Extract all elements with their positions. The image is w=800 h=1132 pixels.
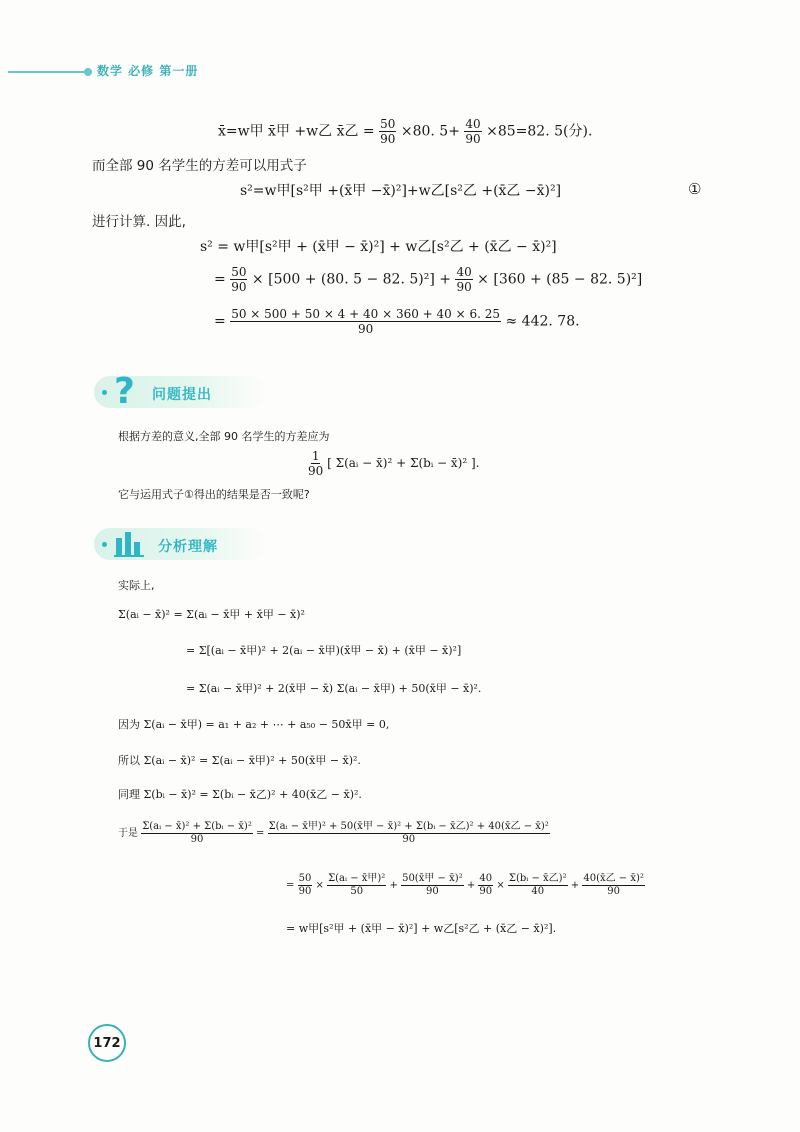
section-analysis-title: 分析理解 [158,539,218,555]
page-number: 172 [93,1035,121,1051]
question-text-1: 根据方差的意义,全部 90 名学生的方差应为 [118,430,330,443]
row2-frac-c: $\frac{\text{50(x̄甲 − x̄)²}}{90}$ [402,873,463,897]
calc2-fraction-1: $\frac{50}{90}$ [231,265,247,294]
question-formula: $\frac{1}{90}$ [ Σ(aᵢ − x̄)² + Σ(bᵢ − x̄)² ]. [308,449,480,478]
section-question-banner [94,371,264,410]
analysis-eq-2: = Σ[(aᵢ − x̄甲)² + 2(aᵢ − x̄甲)(x̄甲 − x̄) + (x̄甲 − x̄)²] [186,644,462,657]
mean-fraction-2: $\frac{40}{90}$ [465,117,481,146]
calc-line-1: s² = w甲[s²甲 + (x̄甲 − x̄)²] + w乙[s²乙 + (x̄乙 − x̄)²] [200,239,557,255]
svg-text:?: ? [114,371,135,410]
calc-intro: 进行计算. 因此, [92,214,186,230]
row2-frac-e: $\frac{\text{Σ(bᵢ − x̄乙)²}}{40}$ [508,873,567,897]
header-rule [8,71,88,73]
calc3-fraction: $\frac{50 \times 500 + 50 \times 4 + 40 \times 360 + 40 \times 6. 25}{90}$ [231,307,501,336]
question-text-2: 它与运用式子①得出的结果是否一致呢? [118,488,310,501]
mean-fraction-1: $\frac{50}{90}$ [380,117,396,146]
mean-lhs: x̄=w甲 x̄甲 +w乙 x̄乙 = [218,123,375,140]
calc2-fraction-2: $\frac{40}{90}$ [456,265,472,294]
analysis-then: 于是 $\frac{\text{Σ(aᵢ − x̄)² + Σ(bᵢ − x̄)²}}{90}$ = $\frac{\text{Σ(aᵢ − x̄甲)² + 50(x̄甲 − x̄)² + Σ(bᵢ − x̄乙)² + 40(x̄乙 − x̄)²}}{90}$ [118,821,549,845]
then-rhs-fraction: $\frac{\text{Σ(aᵢ − x̄甲)² + 50(x̄甲 − x̄)² + Σ(bᵢ − x̄乙)² + 40(x̄乙 − x̄)²}}{90}$ [268,821,549,845]
section-analysis-banner [94,528,264,560]
analysis-final: = w甲[s²甲 + (x̄甲 − x̄)²] + w乙[s²乙 + (x̄乙 − x̄)²]. [286,922,557,935]
variance-intro: 而全部 90 名学生的方差可以用式子 [92,158,307,174]
banner-dot [102,542,107,547]
analysis-eq-1: Σ(aᵢ − x̄)² = Σ(aᵢ − x̄甲 + x̄甲 − x̄)² [118,608,305,621]
row2-frac-b: $\frac{\text{Σ(aᵢ − x̄甲)²}}{50}$ [328,873,386,897]
analysis-then-row-2: = $\frac{50}{90}$ × $\frac{\text{Σ(aᵢ − x̄甲)²}}{50}$ + $\frac{\text{50(x̄甲 − x̄)²}}{90}$ + $\frac{40}{90}$ × $\frac{\text{Σ(bᵢ − x̄乙)²}}{40}$ + $\frac{\text{40(x̄乙 − x̄)²}}{90}$ [286,873,644,897]
analysis-similarly: 同理 Σ(bᵢ − x̄)² = Σ(bᵢ − x̄乙)² + 40(x̄乙 − x̄)². [118,788,362,801]
formula-1: s²=w甲[s²甲 +(x̄甲 −x̄)²]+w乙[s²乙 +(x̄乙 −x̄)²] [240,183,562,199]
section-question-title: 问题提出 [152,387,212,403]
formula-1-number: ① [688,180,702,198]
calc-line-3: = $\frac{50 \times 500 + 50 \times 4 + 40 \times 360 + 40 \times 6. 25}{90}$ ≈ 442. 78. [214,307,580,336]
mean-equation [218,118,592,145]
calc-line-2: = $\frac{50}{90}$ × [500 + (80. 5 − 82. 5)²] + $\frac{40}{90}$ × [360 + (85 − 82. 5)²] [214,265,643,294]
analysis-eq-3: = Σ(aᵢ − x̄甲)² + 2(x̄甲 − x̄) Σ(aᵢ − x̄甲) + 50(x̄甲 − x̄)². [186,682,482,695]
page-number-badge [88,1024,126,1062]
header-dot [84,68,92,76]
bar-chart-icon [114,530,150,558]
mean-end: ×85=82. 5(分). [486,123,593,140]
running-header [0,60,800,84]
then-lhs-fraction: $\frac{\text{Σ(aᵢ − x̄)² + Σ(bᵢ − x̄)²}}{90}$ [142,821,252,845]
row2-frac-f: $\frac{\text{40(x̄乙 − x̄)²}}{90}$ [583,873,644,897]
question-mark-icon [110,370,142,410]
mean-mid: ×80. 5+ [400,123,460,140]
analysis-so: 所以 Σ(aᵢ − x̄)² = Σ(aᵢ − x̄甲)² + 50(x̄甲 − x̄)². [118,754,361,767]
analysis-intro: 实际上, [118,579,155,592]
row2-frac-d: $\frac{40}{90}$ [479,873,493,897]
banner-dot [102,390,107,395]
analysis-because: 因为 Σ(aᵢ − x̄甲) = a₁ + a₂ + ⋯ + a₅₀ − 50x̄甲 = 0, [118,718,390,731]
header-title: 数学 必修 第一册 [97,64,199,78]
row2-frac-a: $\frac{50}{90}$ [298,873,312,897]
question-fraction: $\frac{1}{90}$ [308,449,324,478]
